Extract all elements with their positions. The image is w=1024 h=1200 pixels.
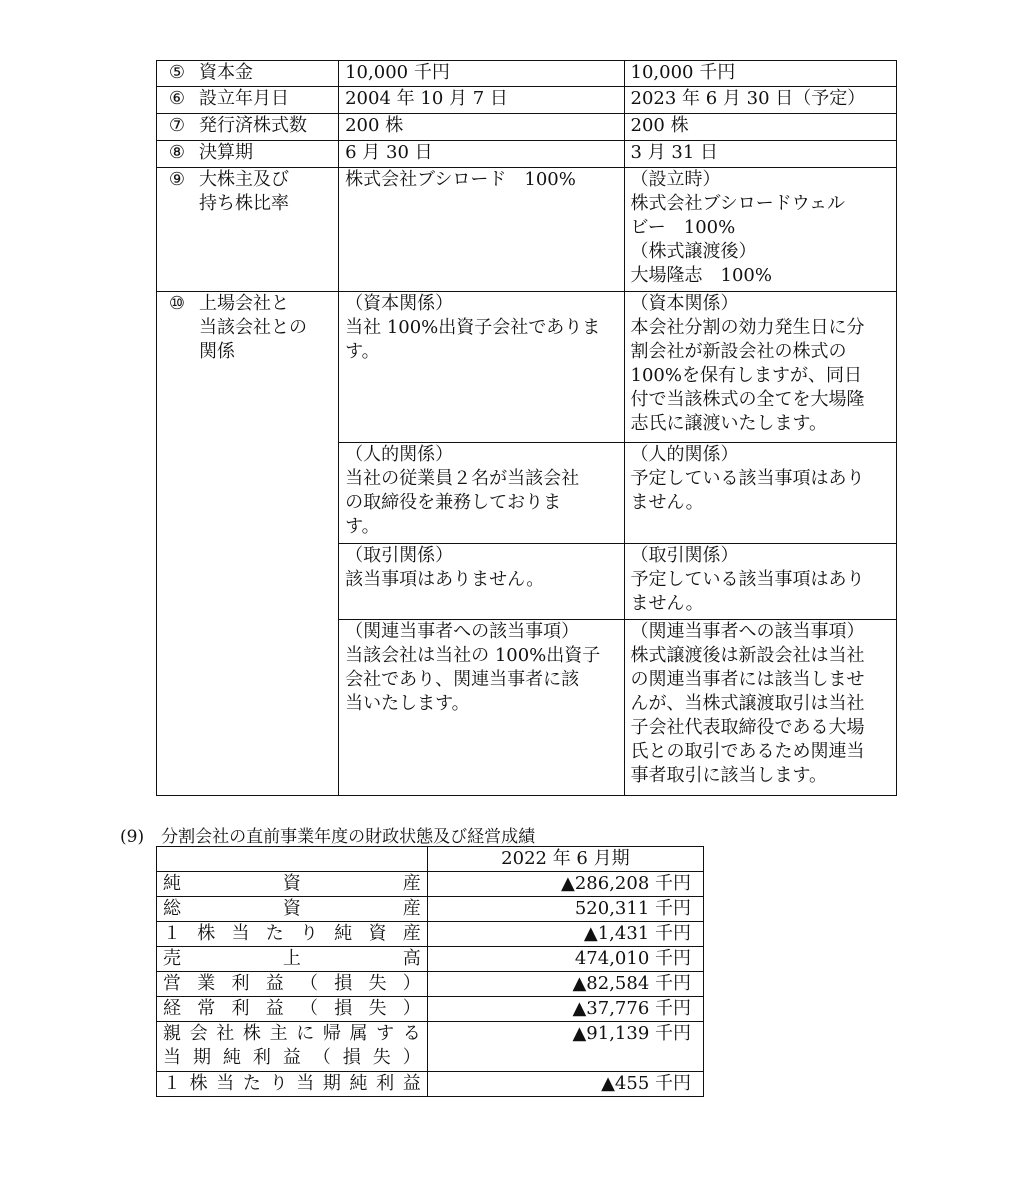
cell-new: 10,000 千円 [624,61,897,87]
row-number: ⑦ [168,115,186,136]
table-row [157,141,897,168]
row-label: 資本金 [199,62,253,83]
row-label: １ 株 当 た り 純 資 産 [163,923,421,944]
cell-new: 2023 年 6 月 30 日（予定） [624,87,897,114]
cell-personnel-new: （人的関係） 予定している該当事項はあり ません。 [624,443,897,544]
row-value: ▲82,584 千円 [427,972,703,997]
company-overview-table [156,60,897,796]
table-row [157,114,897,141]
row-value: ▲91,139 千円 [427,1022,703,1072]
cell-new: 200 株 [624,114,897,141]
cell-trade-new: （取引関係） 予定している該当事項はあり ません。 [624,544,897,620]
table-row [157,922,704,947]
section-title: (9) 分割会社の直前事業年度の財政状態及び経営成績 [120,827,536,847]
row-value: ▲37,776 千円 [427,997,703,1022]
row-label: 設立年月日 [199,88,289,109]
cell-related-new: （関連当事者への該当事項） 株式譲渡後は新設会社は当社 の関連当事者には該当しませ んが、当株式譲渡取引は当社 子会社代表取締役である大場 氏との取引であるため関連当 事者取引に該当します。 [624,620,897,796]
row-number: ⑥ [168,88,186,109]
row-label: 上場会社と 当該会社との 関係 [199,293,307,362]
row-label: １ 株 当 た り 当 期 純 利 益 [163,1073,421,1094]
cell-current: 10,000 千円 [339,61,624,87]
row-label: 営 業 利 益 （ 損 失 ） [163,973,421,994]
row-value: ▲286,208 千円 [427,872,703,897]
row-number: ⑧ [168,142,186,163]
row-value: ▲1,431 千円 [427,922,703,947]
row-label: 大株主及び 持ち株比率 [199,169,289,214]
row-label: 売 上 高 [163,948,421,969]
table-row [157,947,704,972]
row-label: 決算期 [199,142,253,163]
table-row [157,292,897,443]
row-label: 純 資 産 [163,873,421,894]
cell-current: 2004 年 10 月 7 日 [339,87,624,114]
row-value: 474,010 千円 [427,947,703,972]
cell-related-current: （関連当事者への該当事項） 当該会社は当社の 100%出資子 会社であり、関連当事者に該 当いたします。 [339,620,624,796]
row-label: 経 常 利 益 （ 損 失 ） [163,998,421,1019]
cell-current: 株式会社ブシロード 100% [339,168,624,292]
cell-capital-new: （資本関係） 本会社分割の効力発生日に分 割会社が新設会社の株式の 100%を保有しますが、同日 付で当該株式の全てを大場隆 志氏に譲渡いたします。 [624,292,897,443]
cell-personnel-current: （人的関係） 当社の従業員２名が当該会社 の取締役を兼務しておりま す。 [339,443,624,544]
row-value: ▲455 千円 [427,1072,703,1097]
table-row [157,1022,704,1072]
row-number: ⑨ [168,169,186,190]
cell-new: 3 月 31 日 [624,141,897,168]
period-header: 2022 年 6 月期 [427,847,703,872]
table-row [157,872,704,897]
table-row [157,168,897,292]
table-row [157,972,704,997]
table-row [157,1072,704,1097]
row-label: 総 資 産 [163,898,421,919]
table-row [157,87,897,114]
row-label: 親 会 社 株 主 に 帰 属 す る 当 期 純 利 益 （ 損 失 ） [163,1023,421,1068]
row-number: ⑤ [168,62,186,83]
table-row [157,897,704,922]
cell-new: （設立時） 株式会社ブシロードウェル ビー 100% （株式譲渡後） 大場隆志 100% [624,168,897,292]
cell-current: 200 株 [339,114,624,141]
row-value: 520,311 千円 [427,897,703,922]
cell-current: 6 月 30 日 [339,141,624,168]
row-number: ⑩ [168,293,186,314]
row-label: 発行済株式数 [199,115,307,136]
financial-table [156,846,704,1097]
cell-trade-current: （取引関係） 該当事項はありません。 [339,544,624,620]
cell-capital-current: （資本関係） 当社 100%出資子会社でありま す。 [339,292,624,443]
table-row [157,61,897,87]
table-header-row [157,847,704,872]
table-row [157,997,704,1022]
